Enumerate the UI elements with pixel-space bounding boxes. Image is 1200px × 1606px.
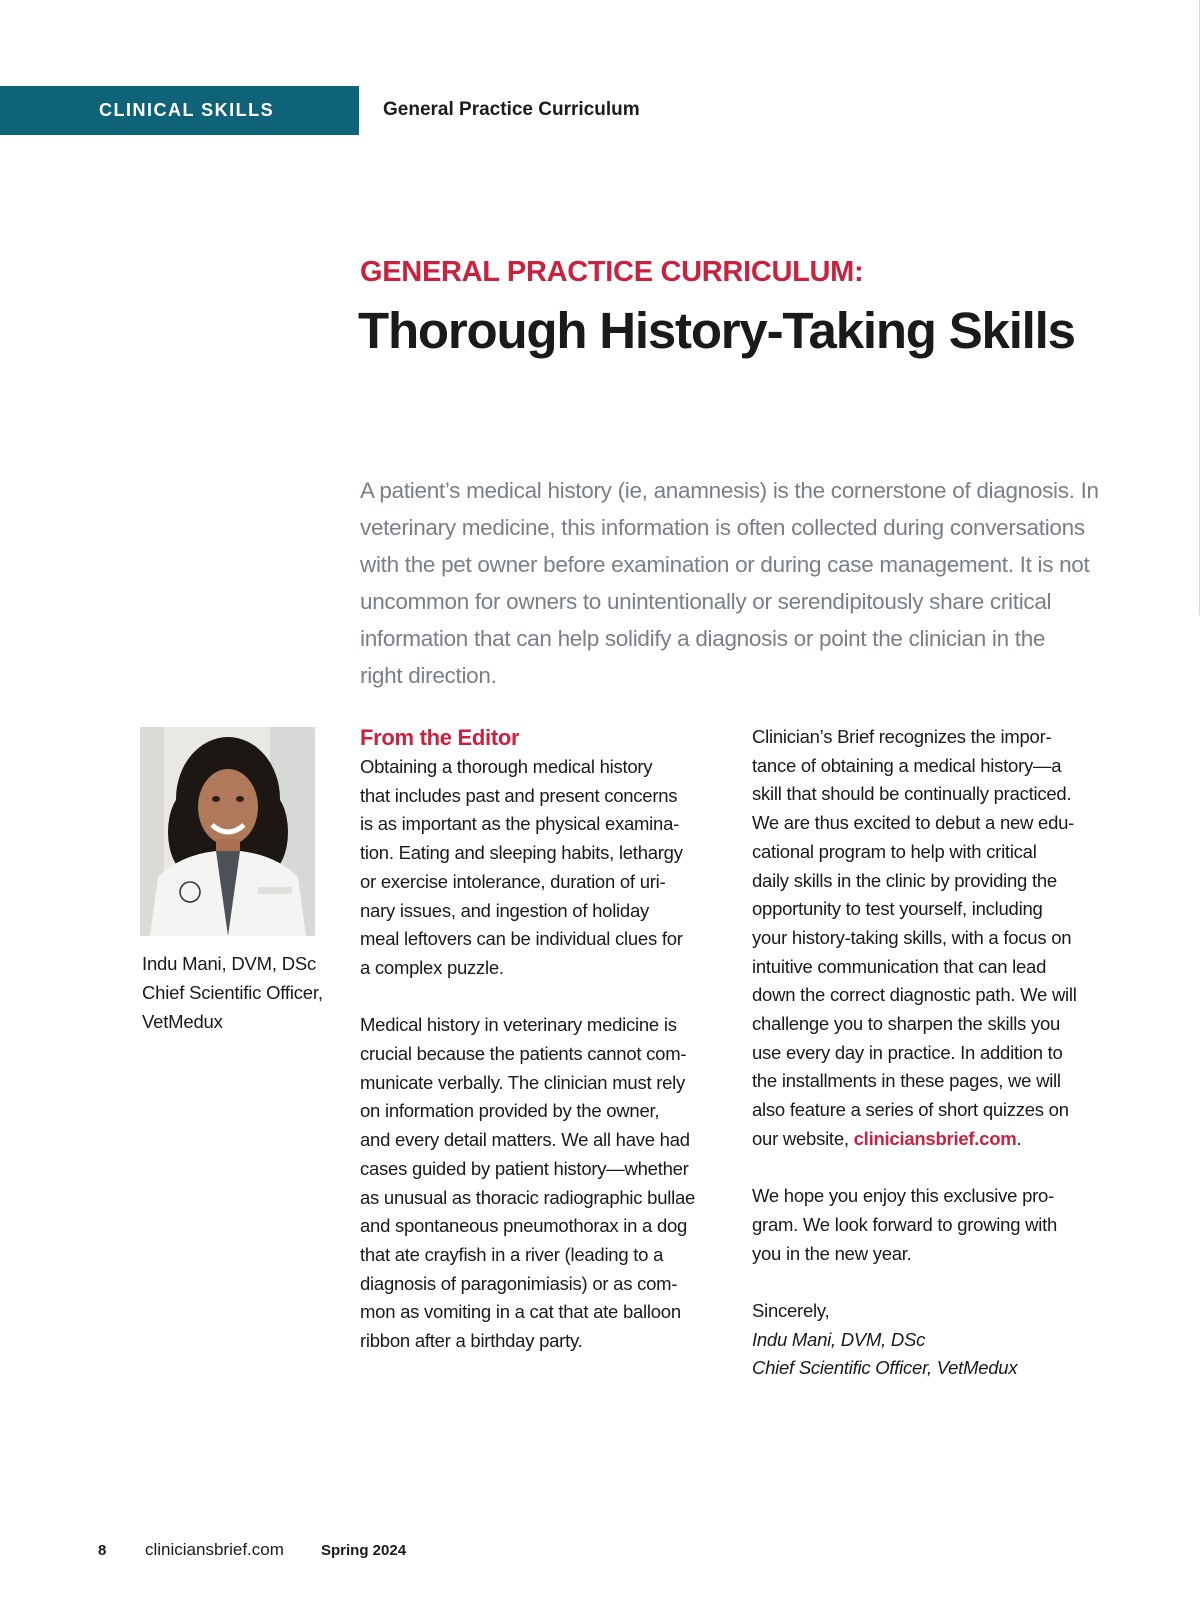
body-line: you in the new year. <box>752 1242 912 1264</box>
closing: Sincerely, <box>752 1300 830 1322</box>
body-line: municate verbally. The clinician must rely <box>360 1071 686 1093</box>
paragraph-gap <box>752 1268 1112 1297</box>
footer-site[interactable]: cliniciansbrief.com <box>145 1540 284 1559</box>
body-text: . <box>1016 1127 1022 1149</box>
section-label-band <box>0 86 359 135</box>
body-line: on information provided by the owner, <box>360 1100 660 1122</box>
body-line: also feature a series of short quizzes on <box>752 1099 1069 1121</box>
lede-line: with the pet owner before examination or during case management. It is not <box>360 552 1090 577</box>
author-caption-line: Chief Scientific Officer, <box>142 982 323 1003</box>
lede-line: A patient’s medical history (ie, anamnesis) is the cornerstone of diagnosis. In <box>360 478 1099 503</box>
body-line: a complex puzzle. <box>360 956 504 978</box>
signature-name: Indu Mani, DVM, DSc <box>752 1328 926 1350</box>
body-line: Clinician’s Brief recognizes the impor- <box>752 726 1052 747</box>
footer-issue: Spring 2024 <box>321 1542 407 1559</box>
author-caption-line: Indu Mani, DVM, DSc <box>142 953 317 974</box>
section-label: CLINICAL SKILLS <box>99 100 275 120</box>
body-line: diagnosis of paragonimiasis) or as com- <box>360 1272 678 1294</box>
author-photo <box>140 727 315 936</box>
page-number: 8 <box>98 1542 107 1559</box>
editor-letter-right-column <box>752 723 1112 1383</box>
lede-line: veterinary medicine, this information is often collected during conversations <box>360 515 1085 540</box>
body-line: cases guided by patient history—whether <box>360 1157 689 1179</box>
body-line: tance of obtaining a medical history—a <box>752 754 1062 776</box>
body-line: as unusual as thoracic radiographic bullae <box>360 1186 696 1208</box>
editor-letter-left-column <box>360 723 720 1356</box>
body-line: down the correct diagnostic path. We will <box>752 984 1077 1006</box>
body-line: challenge you to sharpen the skills you <box>752 1013 1061 1035</box>
body-line: crucial because the patients cannot com- <box>360 1043 687 1065</box>
section-subtitle: General Practice Curriculum <box>383 99 640 120</box>
paragraph-gap <box>360 983 720 1012</box>
body-line: meal leftovers can be individual clues for <box>360 928 683 950</box>
author-caption <box>142 949 342 1036</box>
body-line: Obtaining a thorough medical history <box>360 756 653 777</box>
article-kicker: GENERAL PRACTICE CURRICULUM: <box>360 256 864 288</box>
body-line: We are thus excited to debut a new edu- <box>752 812 1075 834</box>
body-line: We hope you enjoy this exclusive pro- <box>752 1185 1054 1207</box>
body-line-with-link <box>752 1125 1112 1154</box>
body-line: daily skills in the clinic by providing the <box>752 869 1057 891</box>
body-line: and every detail matters. We all have had <box>360 1129 690 1151</box>
body-line: tion. Eating and sleeping habits, lethargy <box>360 842 683 864</box>
lede-line: right direction. <box>360 663 497 688</box>
body-text: our website, <box>752 1127 854 1149</box>
website-link[interactable]: cliniciansbrief.com <box>853 1127 1017 1149</box>
editor-heading: From the Editor <box>360 725 520 750</box>
author-caption-line: VetMedux <box>142 1011 223 1032</box>
article-lede <box>360 472 1108 694</box>
signature-title: Chief Scientific Officer, VetMedux <box>752 1357 1018 1379</box>
body-line: cational program to help with critical <box>752 840 1037 862</box>
body-line: ribbon after a birthday party. <box>360 1330 583 1352</box>
body-line: nary issues, and ingestion of holiday <box>360 899 649 921</box>
body-line: that ate crayfish in a river (leading to a <box>360 1243 664 1265</box>
body-line: or exercise intolerance, duration of uri- <box>360 870 666 892</box>
body-line: use every day in practice. In addition to <box>752 1041 1063 1063</box>
body-line: your history-taking skills, with a focus on <box>752 926 1072 948</box>
body-line: mon as vomiting in a cat that ate balloon <box>360 1301 681 1323</box>
lede-line: uncommon for owners to unintentionally or serendipitously share critical <box>360 589 1052 614</box>
body-line: intuitive communication that can lead <box>752 955 1047 977</box>
body-line: that includes past and present concerns <box>360 784 678 806</box>
body-line: the installments in these pages, we will <box>752 1070 1061 1092</box>
lede-line: information that can help solidify a diagnosis or point the clinician in the <box>360 626 1046 651</box>
article-title: Thorough History-Taking Skills <box>358 302 1075 359</box>
body-line: skill that should be continually practiced. <box>752 783 1072 805</box>
body-line: is as important as the physical examina- <box>360 813 680 835</box>
body-line: gram. We look forward to growing with <box>752 1213 1058 1235</box>
author-photo-illustration <box>140 727 315 936</box>
paragraph-gap <box>752 1154 1112 1183</box>
body-line: opportunity to test yourself, including <box>752 898 1043 920</box>
body-line: Medical history in veterinary medicine is <box>360 1014 677 1036</box>
body-line: and spontaneous pneumothorax in a dog <box>360 1215 688 1237</box>
